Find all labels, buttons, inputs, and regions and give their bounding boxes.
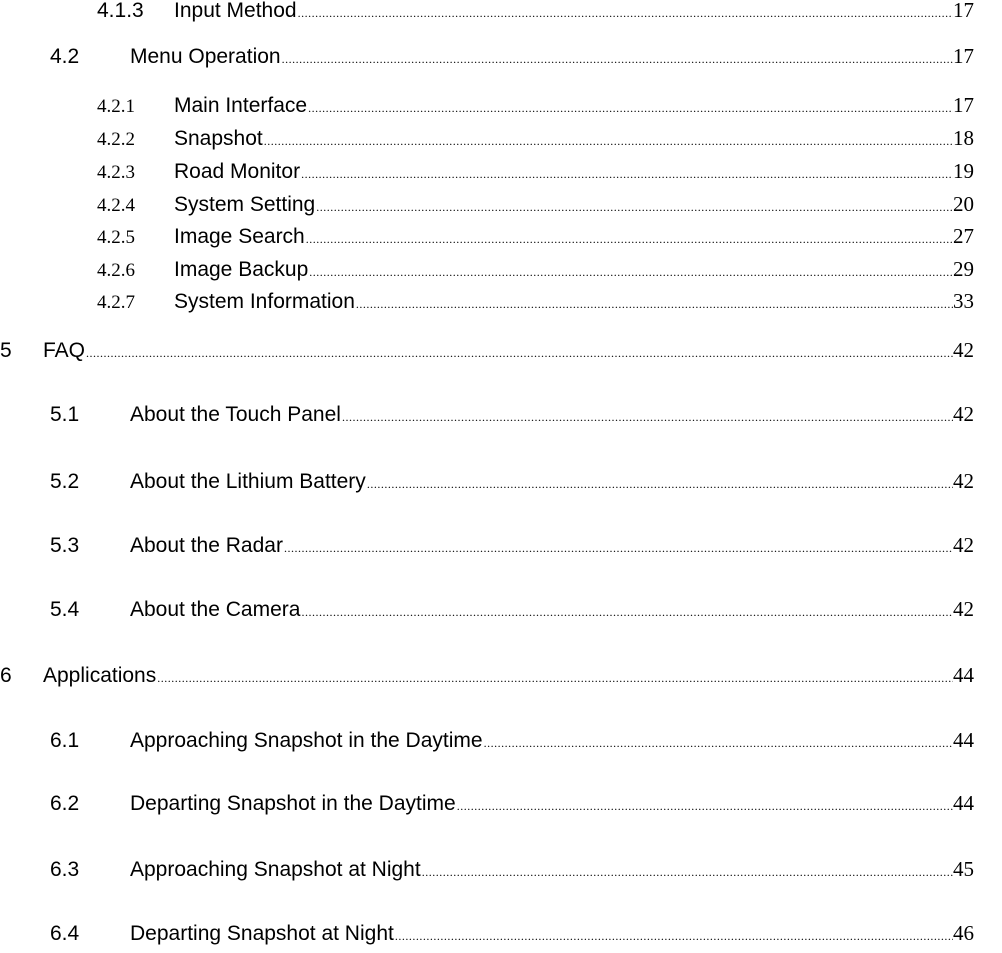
toc-entry-title[interactable]: Snapshot: [174, 127, 263, 150]
toc-entry-number: 5.1: [50, 403, 80, 426]
toc-entry-number: 4.2.6: [97, 260, 135, 281]
toc-entry-5-4[interactable]: [0, 599, 1002, 629]
dot-leader: [301, 168, 953, 180]
toc-entry-page[interactable]: 19: [953, 159, 974, 183]
dot-leader: [309, 266, 953, 278]
toc-entry-5-2[interactable]: [0, 471, 1002, 501]
dot-leader: [316, 201, 953, 213]
toc-entry-6[interactable]: [0, 665, 1002, 695]
toc-entry-number: 4.2.4: [97, 195, 135, 216]
toc-entry-4-2-1[interactable]: [0, 95, 1002, 125]
toc-entry-title[interactable]: About the Touch Panel: [130, 403, 341, 426]
toc-entry-title[interactable]: About the Camera: [130, 598, 301, 621]
toc-entry-page[interactable]: 42: [953, 469, 974, 493]
toc-entry-page[interactable]: 17: [953, 93, 974, 117]
toc-entry-page[interactable]: 42: [953, 597, 974, 621]
dot-leader: [457, 800, 953, 812]
toc-entry-6-2[interactable]: [0, 793, 1002, 823]
dot-leader: [306, 233, 953, 245]
toc-entry-page[interactable]: 45: [953, 857, 974, 881]
toc-entry-title[interactable]: Main Interface: [174, 94, 308, 117]
toc-entry-4-2-2[interactable]: [0, 128, 1002, 158]
toc-entry-page[interactable]: 27: [953, 224, 974, 248]
toc-entry-page[interactable]: 42: [953, 402, 974, 426]
toc-entry-6-1[interactable]: [0, 730, 1002, 760]
dot-leader: [484, 737, 953, 749]
toc-entry-4-2-7[interactable]: [0, 291, 1002, 321]
toc-entry-number: 6.4: [50, 922, 80, 945]
toc-entry-number: 5: [0, 339, 12, 362]
dot-leader: [301, 606, 953, 618]
toc-entry-page[interactable]: 46: [953, 921, 974, 945]
toc-entry-4-2-3[interactable]: [0, 161, 1002, 191]
toc-entry-number: 4.2.2: [97, 129, 135, 150]
dot-leader: [308, 102, 953, 114]
toc-entry-number: 4.1.3: [97, 0, 144, 22]
toc-entry-title[interactable]: Image Search: [174, 225, 305, 248]
toc-entry-title[interactable]: About the Lithium Battery: [130, 470, 366, 493]
toc-entry-page[interactable]: 17: [953, 0, 974, 22]
toc-entry-number: 4.2.5: [97, 227, 135, 248]
toc-entry-title[interactable]: Applications: [43, 664, 157, 687]
toc-entry-page[interactable]: 44: [953, 663, 974, 687]
toc-entry-number: 6.1: [50, 729, 80, 752]
toc-entry-4-2-4[interactable]: [0, 194, 1002, 224]
toc-entry-5-3[interactable]: [0, 535, 1002, 565]
dot-leader: [298, 7, 953, 19]
dot-leader: [157, 672, 953, 684]
toc-entry-page[interactable]: 44: [953, 728, 974, 752]
toc-entry-page[interactable]: 18: [953, 126, 974, 150]
toc-entry-title[interactable]: Approaching Snapshot in the Daytime: [130, 729, 483, 752]
toc-entry-5-1[interactable]: [0, 404, 1002, 434]
dot-leader: [367, 478, 953, 490]
toc-entry-title[interactable]: Road Monitor: [174, 160, 301, 183]
toc-entry-number: 6.3: [50, 858, 80, 881]
toc-entry-number: 4.2: [50, 45, 80, 68]
toc-entry-title[interactable]: Departing Snapshot at Night: [130, 922, 394, 945]
toc-entry-title[interactable]: Image Backup: [174, 258, 309, 281]
toc-entry-title[interactable]: Departing Snapshot in the Daytime: [130, 792, 456, 815]
dot-leader: [422, 866, 953, 878]
toc-entry-title[interactable]: System Information: [174, 290, 355, 313]
dot-leader: [284, 542, 953, 554]
dot-leader: [282, 53, 953, 65]
toc-entry-page[interactable]: 29: [953, 257, 974, 281]
toc-entry-title[interactable]: About the Radar: [130, 534, 283, 557]
toc-entry-number: 4.2.3: [97, 162, 135, 183]
toc-entry-title[interactable]: Approaching Snapshot at Night: [130, 858, 421, 881]
toc-entry-4-2[interactable]: [0, 46, 1002, 76]
toc-entry-4-1-3[interactable]: [0, 0, 1002, 30]
dot-leader: [86, 347, 953, 359]
toc-entry-number: 4.2.1: [97, 96, 135, 117]
toc-entry-number: 5.3: [50, 534, 80, 557]
dot-leader: [264, 135, 953, 147]
toc-entry-4-2-5[interactable]: [0, 226, 1002, 256]
toc-entry-number: 6: [0, 664, 12, 687]
toc-entry-page[interactable]: 42: [953, 533, 974, 557]
dot-leader: [356, 298, 953, 310]
toc-entry-page[interactable]: 33: [953, 289, 974, 313]
toc-entry-number: 5.2: [50, 470, 80, 493]
toc-entry-4-2-6[interactable]: [0, 259, 1002, 289]
toc-entry-number: 5.4: [50, 598, 80, 621]
toc-entry-page[interactable]: 20: [953, 192, 974, 216]
dot-leader: [395, 930, 953, 942]
toc-entry-page[interactable]: 44: [953, 791, 974, 815]
toc-entry-title[interactable]: System Setting: [174, 193, 316, 216]
toc-entry-number: 6.2: [50, 792, 80, 815]
toc-entry-title[interactable]: Menu Operation: [130, 45, 281, 68]
toc-entry-page[interactable]: 42: [953, 338, 974, 362]
toc-entry-title[interactable]: Input Method: [174, 0, 297, 22]
toc-entry-page[interactable]: 17: [953, 44, 974, 68]
dot-leader: [342, 411, 953, 423]
toc-entry-6-3[interactable]: [0, 859, 1002, 889]
toc-entry-number: 4.2.7: [97, 292, 135, 313]
toc-entry-title[interactable]: FAQ: [43, 339, 86, 362]
toc-entry-5[interactable]: [0, 340, 1002, 370]
